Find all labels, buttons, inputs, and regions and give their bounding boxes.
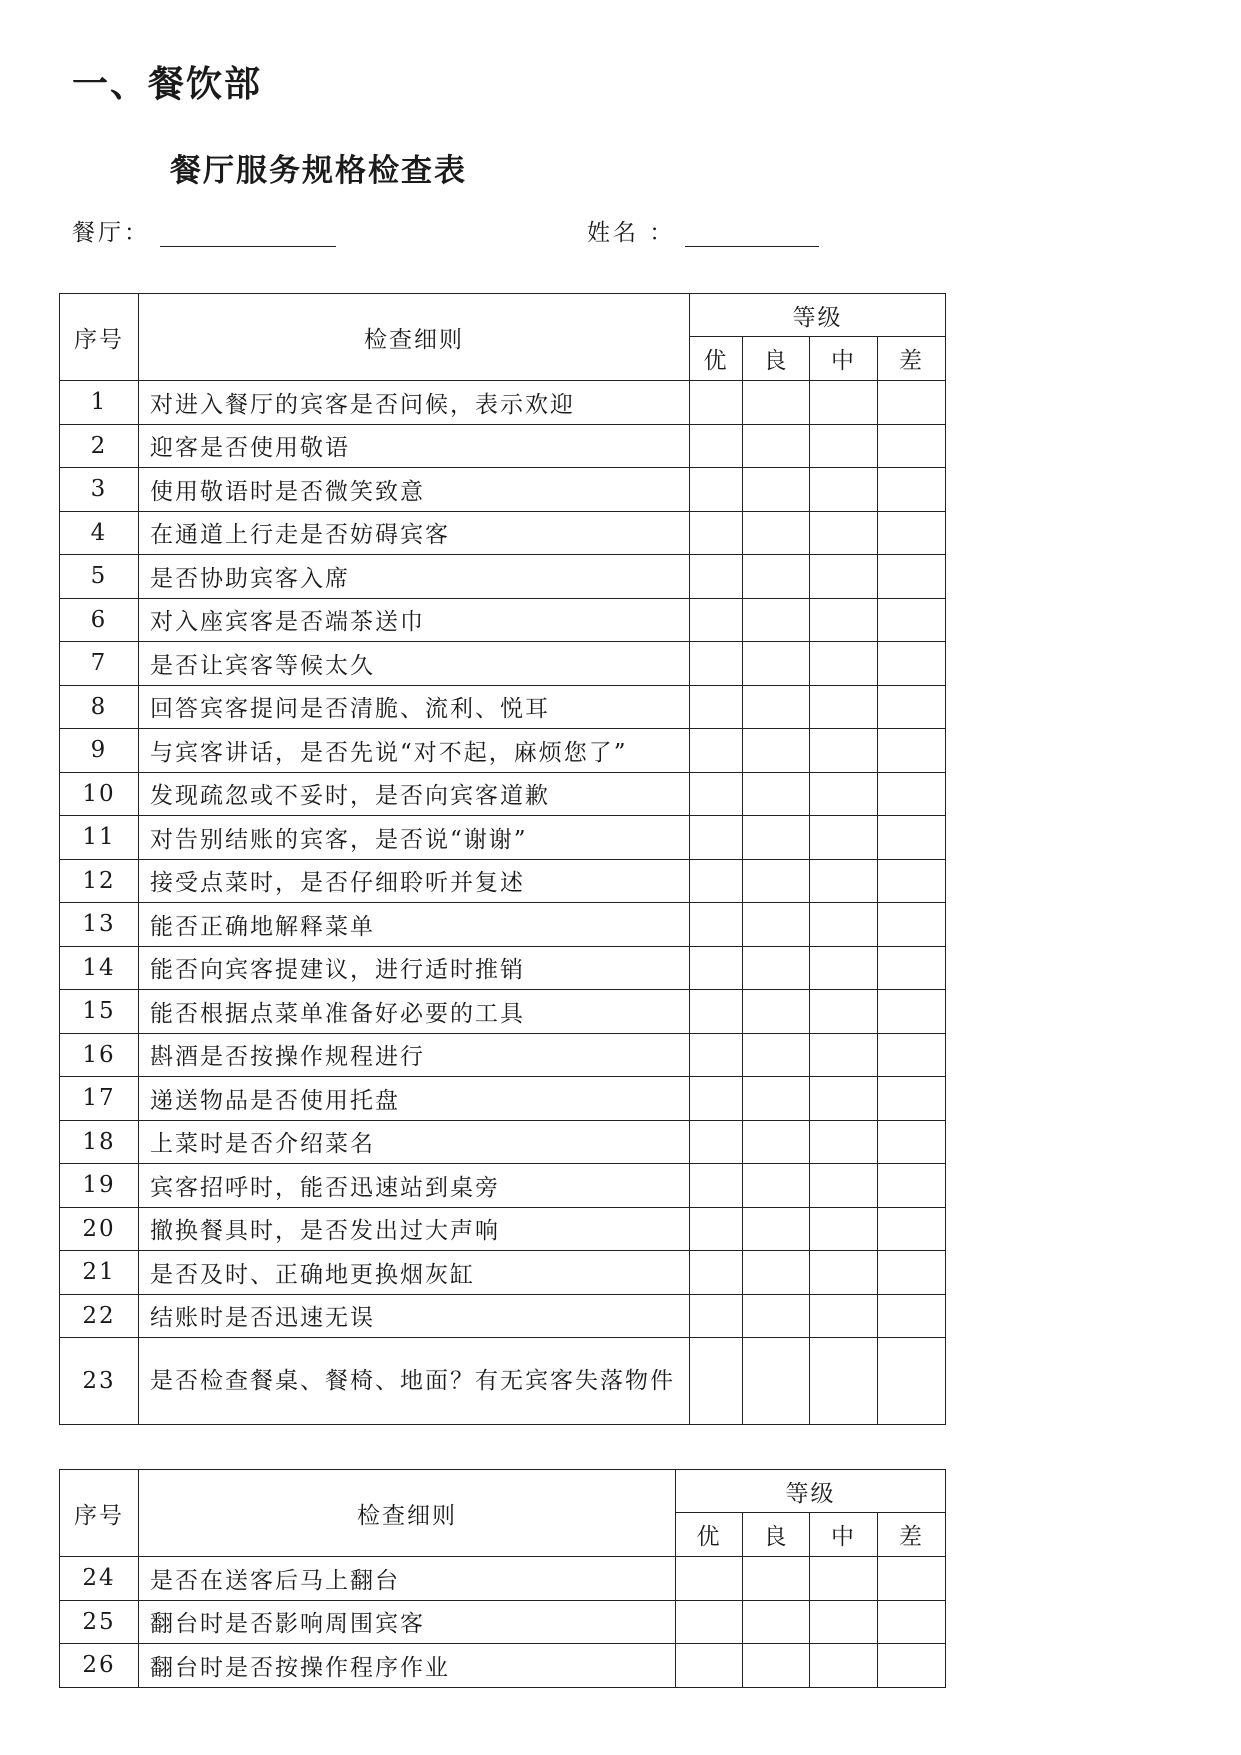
section-title: 一、餐饮部 [72,64,263,105]
grade-cell-fair[interactable] [810,1251,878,1295]
grade-cell-fair[interactable] [810,1644,878,1688]
grade-cell-fair[interactable] [810,1557,878,1601]
row-number: 5 [60,555,139,599]
row-rule-text: 能否向宾客提建议，进行适时推销 [139,946,690,990]
table-row [60,859,946,903]
grade-cell-good[interactable] [743,1557,810,1601]
row-rule-text: 是否及时、正确地更换烟灰缸 [139,1251,690,1295]
header-grade: 等级 [676,1470,946,1513]
table-row [60,729,946,773]
grade-cell-excellent[interactable] [690,685,743,729]
table-row [60,468,946,512]
header-rule: 检查细则 [139,294,690,381]
grade-cell-poor[interactable] [878,685,946,729]
grade-cell-fair[interactable] [810,685,878,729]
grade-cell-good[interactable] [743,1164,810,1208]
row-number: 9 [60,729,139,773]
row-rule-text: 迎客是否使用敬语 [139,424,690,468]
restaurant-label: 餐厅： [72,220,150,246]
grade-cell-poor[interactable] [878,1077,946,1121]
grade-cell-poor[interactable] [878,598,946,642]
row-rule-text: 是否检查餐桌、餐椅、地面？有无宾客失落物件 [139,1338,690,1425]
grade-cell-good[interactable] [743,859,810,903]
name-blank[interactable] [685,220,819,247]
row-rule-text: 与宾客讲话，是否先说“对不起，麻烦您了” [139,729,690,773]
name-label: 姓名 ： [587,220,676,246]
checklist-table-2 [59,1469,946,1688]
header-grade-excellent: 优 [690,337,743,381]
table-row [60,1557,946,1601]
grade-cell-excellent[interactable] [690,859,743,903]
table-row [60,1338,946,1425]
row-number: 21 [60,1251,139,1295]
row-number: 10 [60,772,139,816]
grade-cell-excellent[interactable] [676,1557,743,1601]
grade-cell-fair[interactable] [810,946,878,990]
table-row [60,424,946,468]
grade-cell-excellent[interactable] [690,424,743,468]
header-grade-good: 良 [743,1513,810,1557]
grade-cell-fair[interactable] [810,424,878,468]
grade-cell-poor[interactable] [878,1644,946,1688]
grade-cell-fair[interactable] [810,1338,878,1425]
header-grade-fair: 中 [810,337,878,381]
row-number: 12 [60,859,139,903]
grade-cell-good[interactable] [743,1207,810,1251]
grade-cell-fair[interactable] [810,1077,878,1121]
grade-cell-good[interactable] [743,598,810,642]
row-number: 22 [60,1294,139,1338]
row-number: 3 [60,468,139,512]
table-row [60,1077,946,1121]
grade-cell-poor[interactable] [878,816,946,860]
table-row [60,1120,946,1164]
grade-cell-good[interactable] [743,1120,810,1164]
row-number: 18 [60,1120,139,1164]
row-rule-text: 斟酒是否按操作规程进行 [139,1033,690,1077]
grade-cell-poor[interactable] [878,381,946,425]
grade-cell-excellent[interactable] [690,468,743,512]
table-row [60,598,946,642]
row-number: 16 [60,1033,139,1077]
row-rule-text: 能否根据点菜单准备好必要的工具 [139,990,690,1034]
row-rule-text: 结账时是否迅速无误 [139,1294,690,1338]
header-grade-excellent: 优 [676,1513,743,1557]
grade-cell-good[interactable] [743,1338,810,1425]
grade-cell-good[interactable] [743,381,810,425]
grade-cell-excellent[interactable] [690,1338,743,1425]
table-row [60,1207,946,1251]
grade-cell-excellent[interactable] [690,1251,743,1295]
form-title: 餐厅服务规格检查表 [170,153,467,189]
grade-cell-excellent[interactable] [690,1164,743,1208]
grade-cell-fair[interactable] [810,1294,878,1338]
grade-cell-poor[interactable] [878,511,946,555]
grade-cell-excellent[interactable] [690,642,743,686]
grade-cell-good[interactable] [743,511,810,555]
header-grade-fair: 中 [810,1513,878,1557]
grade-cell-excellent[interactable] [690,729,743,773]
grade-cell-fair[interactable] [810,555,878,599]
grade-cell-poor[interactable] [878,1251,946,1295]
grade-cell-excellent[interactable] [676,1600,743,1644]
table-row [60,555,946,599]
row-rule-text: 对进入餐厅的宾客是否问候，表示欢迎 [139,381,690,425]
grade-cell-poor[interactable] [878,1557,946,1601]
grade-cell-excellent[interactable] [690,511,743,555]
grade-cell-poor[interactable] [878,642,946,686]
grade-cell-poor[interactable] [878,1033,946,1077]
grade-cell-good[interactable] [743,642,810,686]
grade-cell-good[interactable] [743,903,810,947]
row-rule-text: 递送物品是否使用托盘 [139,1077,690,1121]
grade-cell-excellent[interactable] [690,772,743,816]
grade-cell-poor[interactable] [878,1164,946,1208]
grade-cell-good[interactable] [743,468,810,512]
grade-cell-good[interactable] [743,1033,810,1077]
grade-cell-poor[interactable] [878,1600,946,1644]
row-rule-text: 在通道上行走是否妨碍宾客 [139,511,690,555]
checklist-table-1 [59,293,946,1425]
row-rule-text: 对入座宾客是否端茶送巾 [139,598,690,642]
grade-cell-fair[interactable] [810,642,878,686]
row-rule-text: 使用敬语时是否微笑致意 [139,468,690,512]
grade-cell-excellent[interactable] [676,1644,743,1688]
row-number: 20 [60,1207,139,1251]
grade-cell-fair[interactable] [810,772,878,816]
grade-cell-fair[interactable] [810,598,878,642]
row-number: 1 [60,381,139,425]
row-rule-text: 是否在送客后马上翻台 [139,1557,676,1601]
grade-cell-excellent[interactable] [690,816,743,860]
grade-cell-fair[interactable] [810,1164,878,1208]
row-number: 11 [60,816,139,860]
row-number: 17 [60,1077,139,1121]
row-rule-text: 撤换餐具时，是否发出过大声响 [139,1207,690,1251]
table-row [60,381,946,425]
row-number: 15 [60,990,139,1034]
grade-cell-good[interactable] [743,1294,810,1338]
grade-cell-excellent[interactable] [690,1294,743,1338]
row-number: 26 [60,1644,139,1688]
row-rule-text: 发现疏忽或不妥时，是否向宾客道歉 [139,772,690,816]
grade-cell-excellent[interactable] [690,381,743,425]
row-number: 2 [60,424,139,468]
grade-cell-excellent[interactable] [690,598,743,642]
row-rule-text: 翻台时是否影响周围宾客 [139,1600,676,1644]
grade-cell-good[interactable] [743,424,810,468]
row-number: 4 [60,511,139,555]
grade-cell-fair[interactable] [810,816,878,860]
header-rule: 检查细则 [139,1470,676,1557]
grade-cell-poor[interactable] [878,1120,946,1164]
row-rule-text: 是否协助宾客入席 [139,555,690,599]
row-number: 14 [60,946,139,990]
grade-cell-fair[interactable] [810,990,878,1034]
grade-cell-excellent[interactable] [690,946,743,990]
grade-cell-poor[interactable] [878,946,946,990]
grade-cell-good[interactable] [743,1644,810,1688]
grade-cell-fair[interactable] [810,511,878,555]
grade-cell-good[interactable] [743,816,810,860]
table-row [60,1251,946,1295]
table-row [60,1033,946,1077]
grade-cell-excellent[interactable] [690,1120,743,1164]
header-seq: 序号 [60,1470,139,1557]
row-number: 8 [60,685,139,729]
grade-cell-excellent[interactable] [690,1077,743,1121]
row-rule-text: 宾客招呼时，能否迅速站到桌旁 [139,1164,690,1208]
row-rule-text: 能否正确地解释菜单 [139,903,690,947]
grade-cell-good[interactable] [743,772,810,816]
table-row [60,990,946,1034]
header-grade-poor: 差 [878,337,946,381]
grade-cell-good[interactable] [743,685,810,729]
grade-cell-fair[interactable] [810,729,878,773]
grade-cell-poor[interactable] [878,468,946,512]
row-rule-text: 是否让宾客等候太久 [139,642,690,686]
row-number: 23 [60,1338,139,1425]
table-row [60,1164,946,1208]
row-number: 13 [60,903,139,947]
row-rule-text: 上菜时是否介绍菜名 [139,1120,690,1164]
grade-cell-good[interactable] [743,1077,810,1121]
row-number: 6 [60,598,139,642]
row-rule-text: 接受点菜时，是否仔细聆听并复述 [139,859,690,903]
grade-cell-poor[interactable] [878,1294,946,1338]
row-rule-text: 对告别结账的宾客，是否说“谢谢” [139,816,690,860]
row-number: 7 [60,642,139,686]
grade-cell-poor[interactable] [878,1338,946,1425]
grade-cell-excellent[interactable] [690,990,743,1034]
grade-cell-fair[interactable] [810,381,878,425]
grade-cell-good[interactable] [743,1251,810,1295]
header-grade-poor: 差 [878,1513,946,1557]
grade-cell-poor[interactable] [878,424,946,468]
grade-cell-excellent[interactable] [690,903,743,947]
grade-cell-good[interactable] [743,990,810,1034]
grade-cell-fair[interactable] [810,468,878,512]
header-grade-good: 良 [743,337,810,381]
grade-cell-poor[interactable] [878,903,946,947]
table-row [60,816,946,860]
grade-cell-good[interactable] [743,946,810,990]
table-row [60,685,946,729]
row-number: 24 [60,1557,139,1601]
grade-cell-fair[interactable] [810,903,878,947]
grade-cell-poor[interactable] [878,990,946,1034]
grade-cell-poor[interactable] [878,555,946,599]
table-row [60,511,946,555]
table-row [60,903,946,947]
table-row [60,1644,946,1688]
grade-cell-fair[interactable] [810,1120,878,1164]
row-number: 25 [60,1600,139,1644]
table-row [60,946,946,990]
name-field [587,214,819,247]
grade-cell-poor[interactable] [878,772,946,816]
grade-cell-fair[interactable] [810,1033,878,1077]
restaurant-blank[interactable] [160,220,336,247]
grade-cell-excellent[interactable] [690,1033,743,1077]
header-seq: 序号 [60,294,139,381]
table-row [60,1294,946,1338]
grade-cell-excellent[interactable] [690,1207,743,1251]
grade-cell-fair[interactable] [810,1600,878,1644]
row-rule-text: 翻台时是否按操作程序作业 [139,1644,676,1688]
row-rule-text: 回答宾客提问是否清脆、流利、悦耳 [139,685,690,729]
grade-cell-poor[interactable] [878,1207,946,1251]
table-row [60,1600,946,1644]
grade-cell-excellent[interactable] [690,555,743,599]
grade-cell-poor[interactable] [878,859,946,903]
grade-cell-poor[interactable] [878,729,946,773]
grade-cell-good[interactable] [743,729,810,773]
restaurant-field [72,214,336,247]
header-grade: 等级 [690,294,946,337]
grade-cell-good[interactable] [743,1600,810,1644]
grade-cell-fair[interactable] [810,1207,878,1251]
table-row [60,642,946,686]
row-number: 19 [60,1164,139,1208]
table-row [60,772,946,816]
grade-cell-fair[interactable] [810,859,878,903]
grade-cell-good[interactable] [743,555,810,599]
